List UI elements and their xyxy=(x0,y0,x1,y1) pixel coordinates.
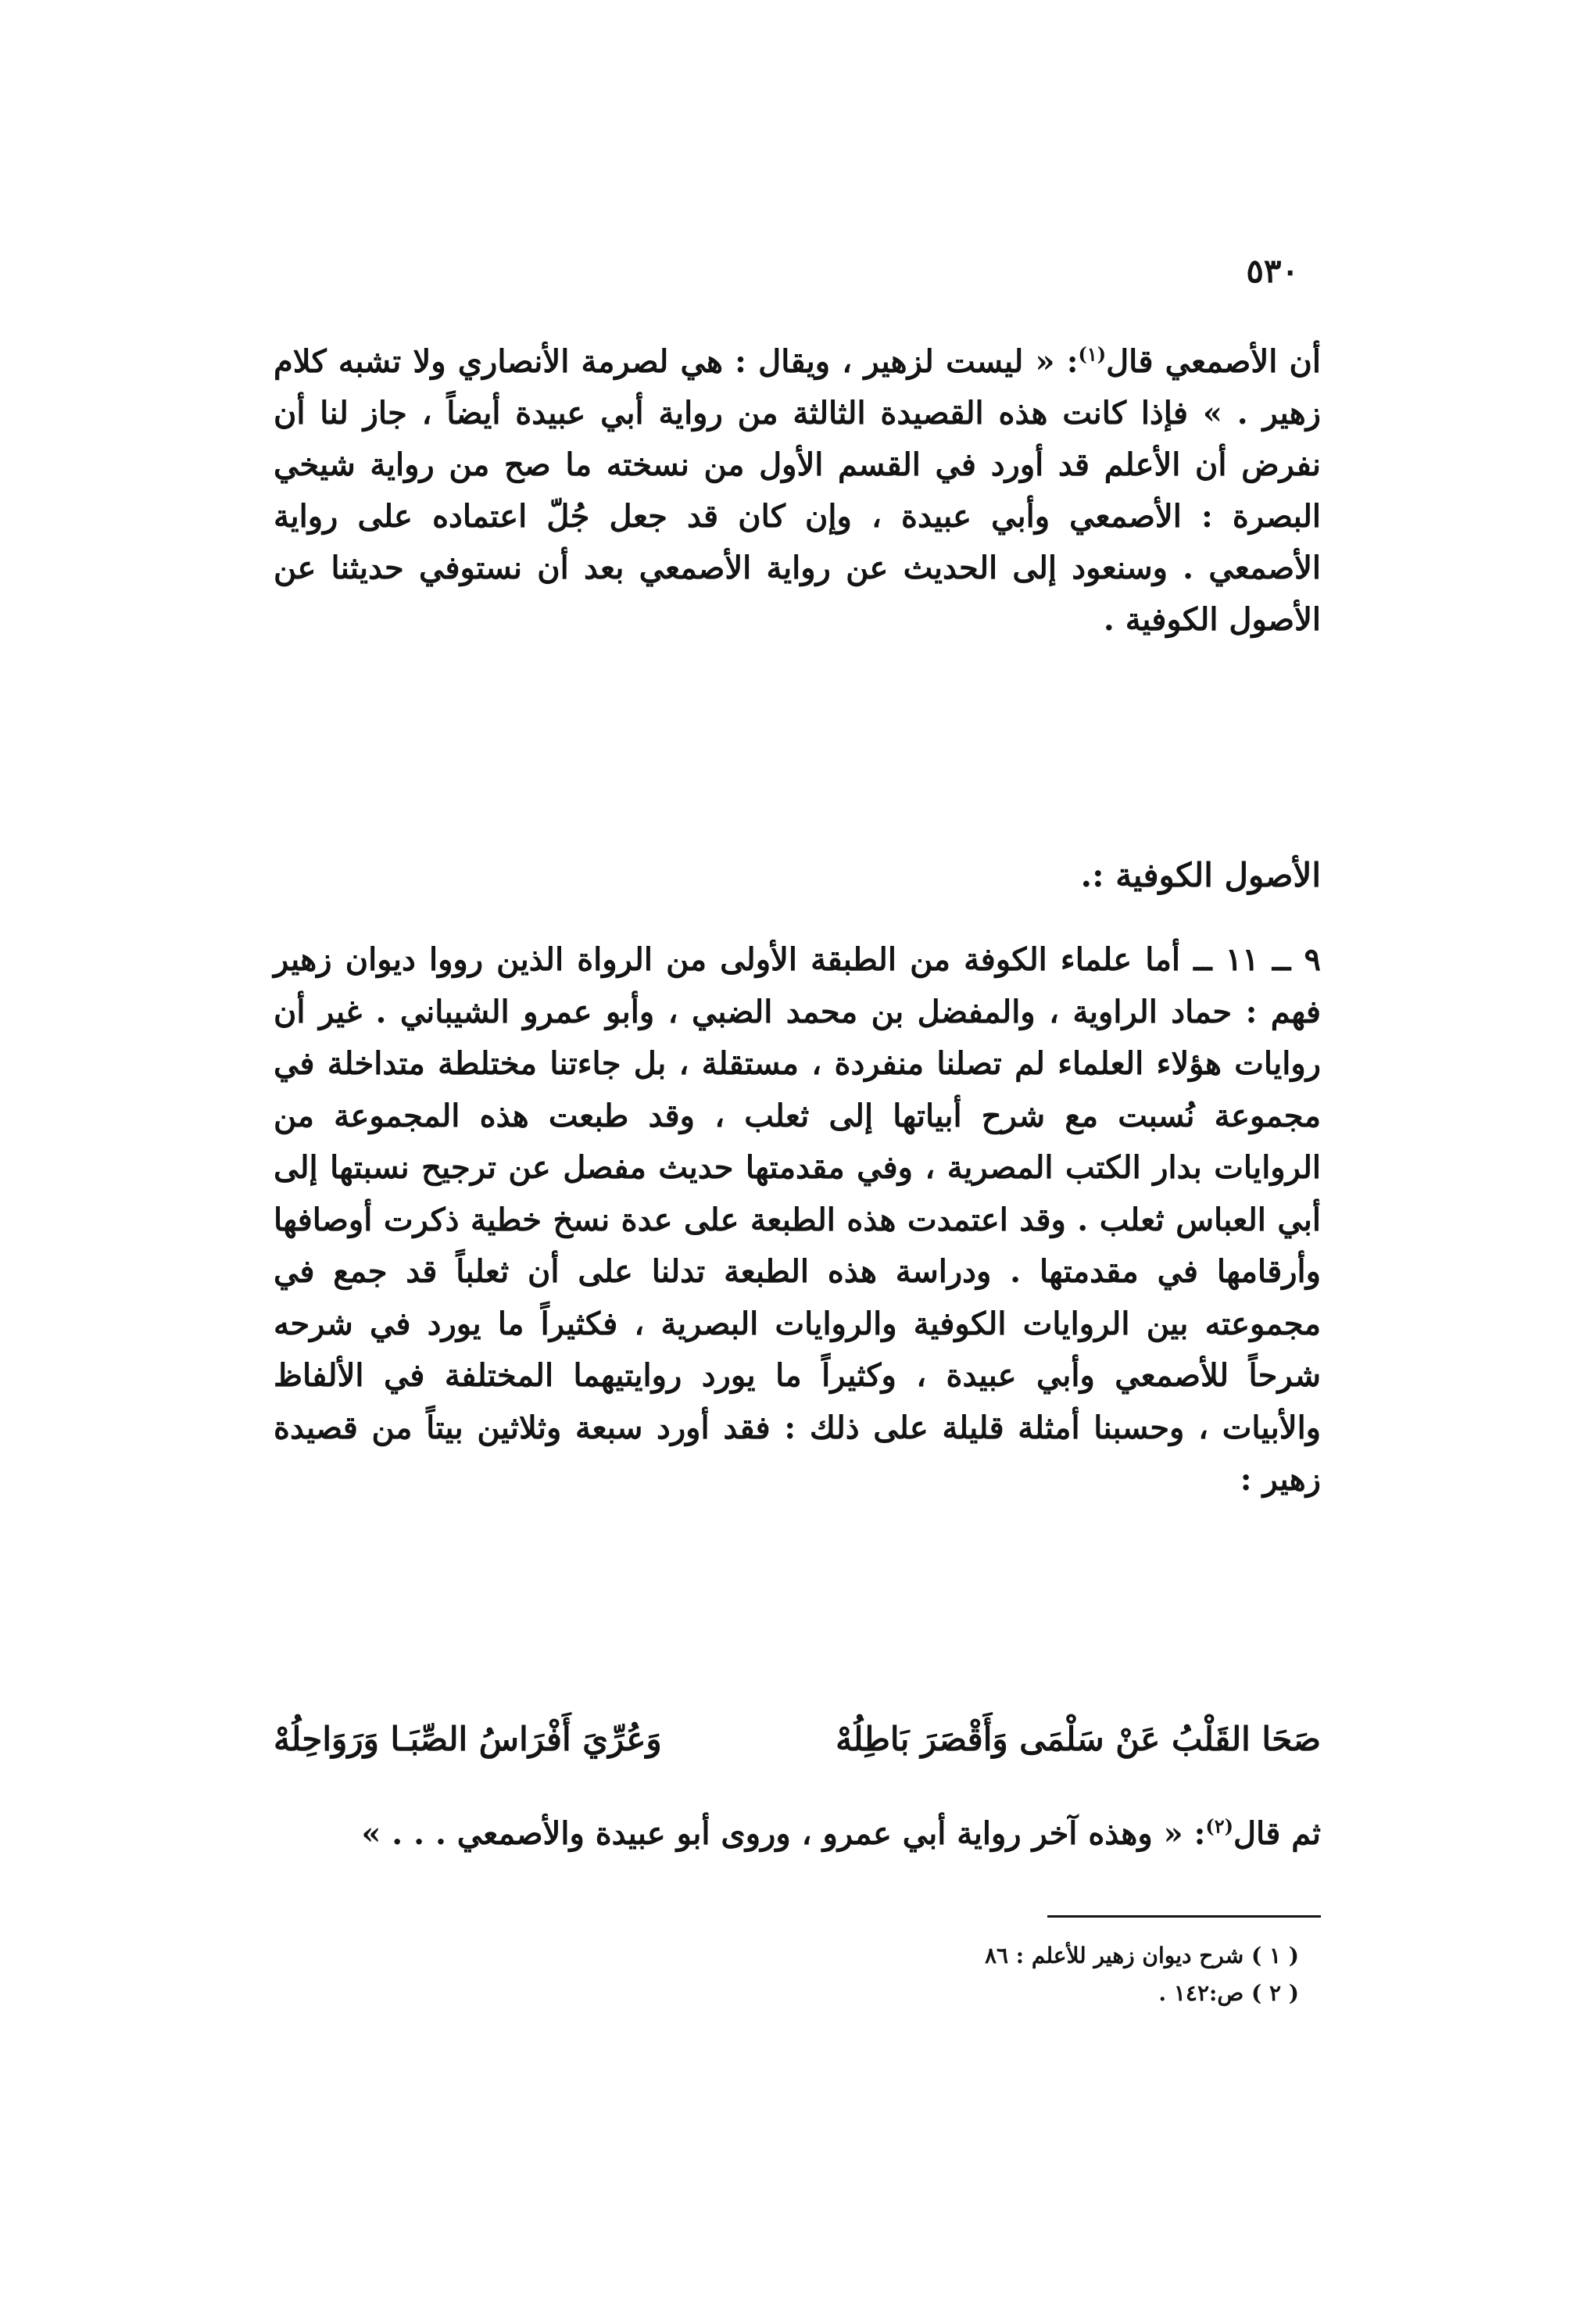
verse-first-hemistich: صَحَا القَلْبُ عَنْ سَلْمَى وَأَقْصَرَ بَاطِلُهْ xyxy=(836,1720,1321,1758)
section-heading: الأصول الكوفية :. xyxy=(1080,856,1321,894)
footnote-ref-1: (١) xyxy=(1078,342,1107,366)
paragraph-1-body: : « ليست لزهير ، ويقال : هي لصرمة الأنصاري ولا تشبه كلام زهير . » فإذا كانت هذه القصيدة الثالثة من رواية أبي عبيدة أيضاً ، جاز لنا أن نفرض أن الأعلم قد أورد في القسم الأول من نسخته ما صح من رواية شيخي البصرة : الأصمعي وأبي عبيدة ، وإن كان قد جعل جُلّ اعتماده على رواية الأصمعي . وسنعود إلى الحديث عن رواية الأصمعي بعد أن نستوفي حديثنا عن الأصول الكوفية . xyxy=(274,343,1321,638)
paragraph-2: ٩ ــ ١١ ــ أما علماء الكوفة من الطبقة الأولى من الرواة الذين رووا ديوان زهير فهم : حماد الراوية ، والمفضل بن محمد الضبي ، وأبو عمرو الشيباني . غير أن روايات هؤلاء العلماء لم تصلنا منفردة ، مستقلة ، بل جاءتنا مختلطة متداخلة في مجموعة نُسبت مع شرح أبياتها إلى ثعلب ، وقد طبعت هذه المجموعة من الروايات بدار الكتب المصرية ، وفي مقدمتها حديث مفصل عن ترجيح نسبتها إلى أبي العباس ثعلب . وقد اعتمدت هذه الطبعة على عدة نسخ خطية ذكرت أوصافها وأرقامها في مقدمتها . ودراسة هذه الطبعة تدلنا على أن ثعلباً قد جمع في مجموعته بين الروايات الكوفية والروايات البصرية ، فكثيراً ما يورد في شرحه شرحاً للأصمعي وأبي عبيدة ، وكثيراً ما يورد روايتيهما المختلفة في الألفاظ والأبيات ، وحسبنا أمثلة قليلة على ذلك : فقد أورد سبعة وثلاثين بيتاً من قصيدة زهير : xyxy=(274,941,1322,1498)
footnotes xyxy=(985,1937,1299,2012)
closing-line xyxy=(274,1815,1321,1852)
closing-line-body: : « وهذه آخر رواية أبي عمرو ، وروى أبو عبيدة والأصمعي . . . » xyxy=(361,1815,1206,1852)
footnote-1: ( ١ ) شرح ديوان زهير للأعلم : ٨٦ xyxy=(984,1943,1299,1968)
footnote-ref-2: (٢) xyxy=(1205,1814,1233,1838)
footnote-divider xyxy=(1047,1915,1321,1918)
verse-second-hemistich: وَعُرِّيَ أَفْرَاسُ الصِّبَـا وَرَوَاحِلُهْ xyxy=(274,1720,662,1758)
poetry-verse xyxy=(274,1720,1321,1775)
paragraph-1 xyxy=(274,336,1321,646)
page-number: ٥٣٠ xyxy=(1246,252,1299,290)
paragraph-1-lead: أن الأصمعي قال xyxy=(1106,343,1321,380)
footnote-2: ( ٢ ) ص:١٤٢ . xyxy=(1158,1980,1299,2006)
closing-line-lead: ثم قال xyxy=(1233,1815,1321,1852)
